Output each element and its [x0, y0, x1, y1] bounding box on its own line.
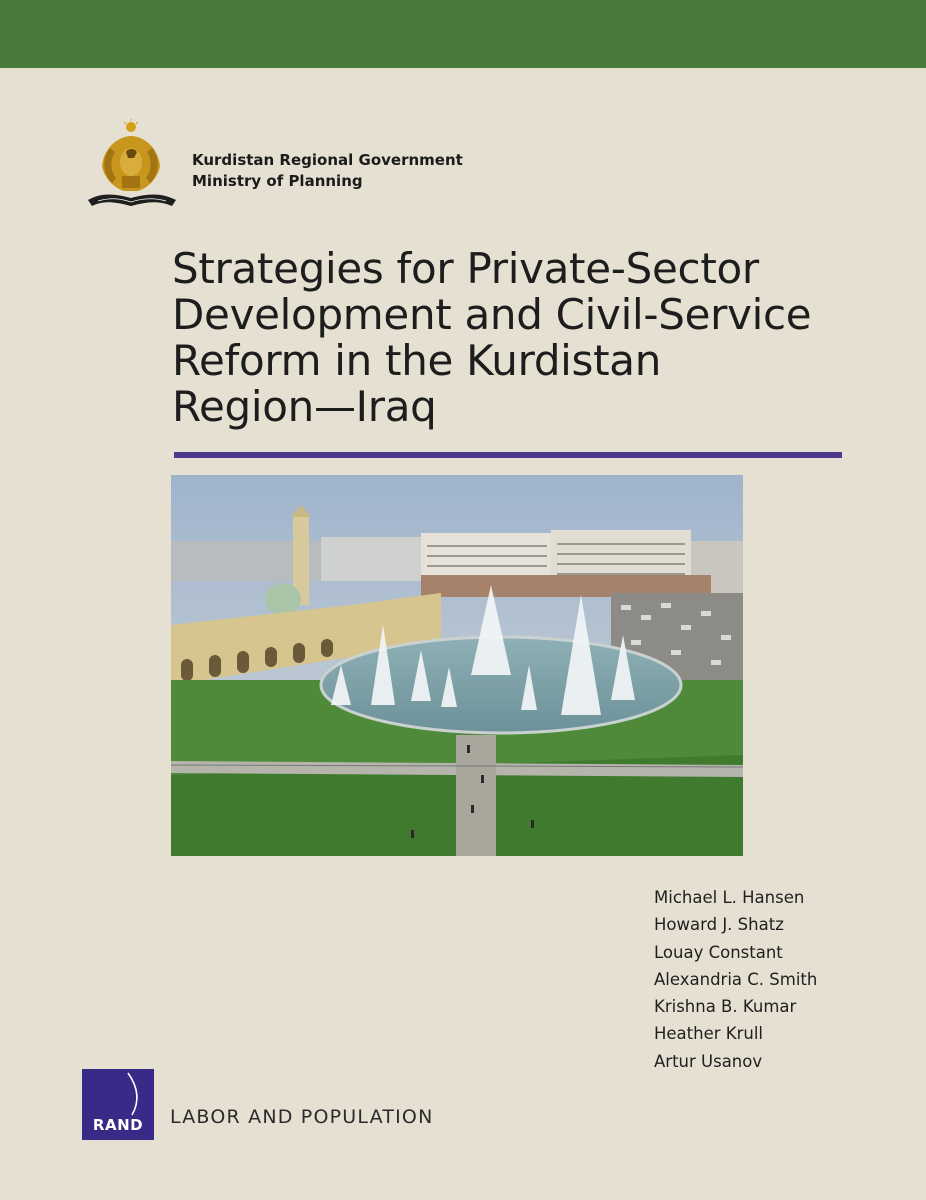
cover-photo	[171, 475, 743, 856]
title-line: Region—Iraq	[172, 382, 437, 431]
author-name: Louay Constant	[654, 942, 783, 962]
kurdistan-emblem-icon	[82, 118, 182, 218]
author-name: Artur Usanov	[654, 1051, 763, 1071]
rand-logo-text: RAND	[92, 1116, 144, 1134]
author-name: Michael L. Hansen	[654, 888, 805, 907]
author-name: Heather Krull	[654, 1024, 764, 1044]
title-divider	[174, 452, 842, 458]
title-line: Reform in the Kurdistan	[172, 336, 662, 385]
author-list	[654, 884, 817, 1075]
title-line: Strategies for Private-Sector	[172, 244, 759, 293]
series-name: LABOR AND POPULATION	[170, 1106, 434, 1128]
rand-logo	[82, 1069, 154, 1140]
publisher-block	[192, 150, 463, 192]
publisher-line-2: Ministry of Planning	[192, 172, 363, 190]
title-line: Development and Civil-Service	[172, 290, 812, 339]
author-name: Howard J. Shatz	[654, 915, 784, 935]
publisher-line-1: Kurdistan Regional Government	[192, 151, 463, 169]
report-title	[172, 246, 862, 430]
top-color-band	[0, 0, 926, 68]
author-name: Alexandria C. Smith	[654, 969, 818, 989]
author-name: Krishna B. Kumar	[654, 997, 797, 1017]
